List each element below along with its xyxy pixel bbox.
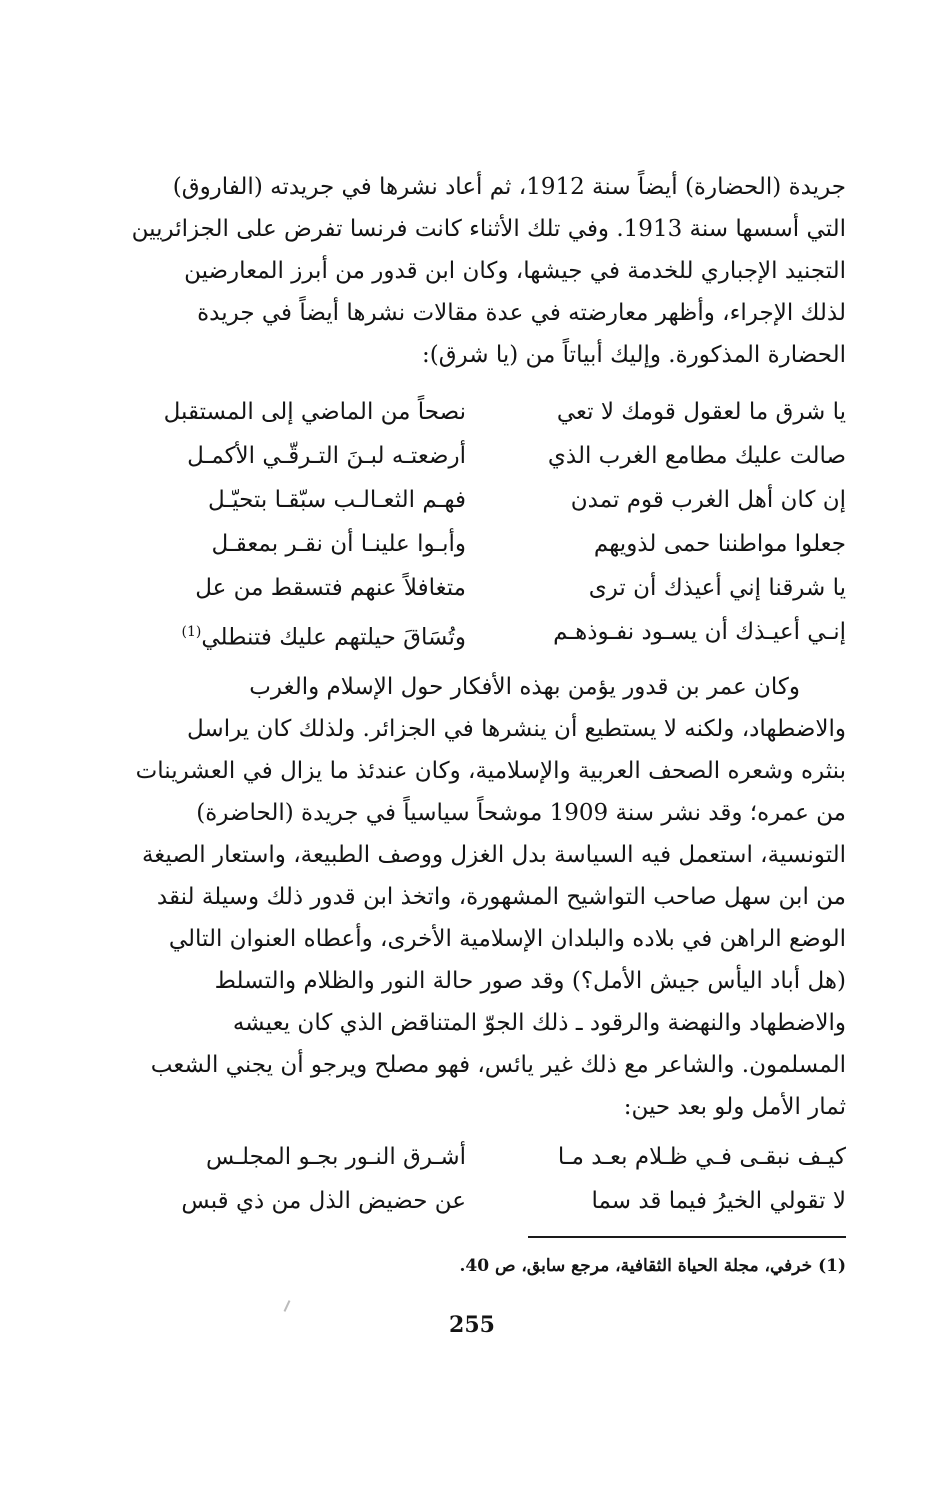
verse [98, 566, 846, 610]
verse [98, 610, 846, 654]
verse [98, 390, 846, 434]
paragraph-1 [98, 166, 846, 376]
text-line: التي أسسها سنة 1913. وفي تلك الأثناء كانت فرنسا تفرض على الجزائريين [131, 216, 846, 242]
footnote: (1) خرفي، مجلة الحياة الثقافية، مرجع سابق، ص 40. [459, 1256, 846, 1276]
verse-second-hemistich [98, 610, 466, 654]
page-number: 255 [449, 1312, 495, 1338]
verse-first-hemistich: إن كان أهل الغرب قوم تمدن [570, 487, 846, 513]
text-line: ثمار الأمل ولو بعد حين: [623, 1094, 846, 1120]
text-line: بنثره وشعره الصحف العربية والإسلامية، وكان عندئذ ما يزال في العشرينات [135, 758, 846, 784]
poem-1 [98, 390, 846, 654]
verse-second-hemistich: نصحاً من الماضي إلى المستقبل [163, 399, 466, 425]
verse-first-hemistich: إنـي أعيـذك أن يسـود نفـوذهـم [553, 619, 846, 645]
verse-first-hemistich: جعلوا مواطننا حمى لذويهم [593, 531, 846, 557]
text-line: الحضارة المذكورة. وإليك أبياتاً من (يا شرق): [421, 342, 846, 368]
verse-first-hemistich: صالت عليك مطامع الغرب الذي [547, 443, 846, 469]
verse [98, 434, 846, 478]
scan-mark [284, 1300, 291, 1312]
text-line: المسلمون. والشاعر مع ذلك غير يائس، فهو مصلح ويرجو أن يجني الشعب [150, 1052, 846, 1078]
verse [98, 1135, 846, 1179]
text-line: لذلك الإجراء، وأظهر معارضته في عدة مقالات نشرها أيضاً في جريدة [197, 300, 846, 326]
poem-2 [98, 1135, 846, 1223]
verse-first-hemistich: كيـف نبقـى فـي ظـلام بعـد مـا [557, 1144, 846, 1170]
text-line: الوضع الراهن في بلاده والبلدان الإسلامية الأخرى، وأعطاه العنوان التالي [168, 926, 846, 952]
text-line: (هل أباد اليأس جيش الأمل؟) وقد صور حالة النور والظلام والتسلط [214, 968, 846, 994]
verse-second-hemistich: أشـرق النـور بجـو المجلـس [205, 1144, 466, 1170]
verse [98, 1179, 846, 1223]
text-line: التونسية، استعمل فيه السياسة بدل الغزل ووصف الطبيعة، واستعار الصيغة [141, 842, 846, 868]
verse-second-hemistich: متغافلاً عنهم فتسقط من عل [195, 575, 466, 601]
text-line: من ابن سهل صاحب التواشيح المشهورة، واتخذ ابن قدور ذلك وسيلة لنقد [156, 884, 846, 910]
footnote-reference: (1) [181, 624, 202, 640]
verse [98, 478, 846, 522]
text-line: وكان عمر بن قدور يؤمن بهذه الأفكار حول الإسلام والغرب [249, 674, 800, 700]
verse-first-hemistich: لا تقولي الخيرُ فيما قد سما [591, 1188, 846, 1214]
verse-second-hemistich: وأبـوا علينـا أن نقـر بمعقـل [211, 531, 466, 557]
paragraph-2 [98, 666, 846, 1128]
text-line: التجنيد الإجباري للخدمة في جيشها، وكان ابن قدور من أبرز المعارضين [184, 258, 846, 284]
verse-second-hemistich: أرضعتـه لبـنَ التـرقّـي الأكمـل [187, 443, 466, 469]
verse-second-hemistich: فهـم الثعـالـب سبّقـا بتحيّـل [208, 487, 466, 513]
verse [98, 522, 846, 566]
verse-second-hemistich: عن حضيض الذل من ذي قبس [181, 1188, 466, 1214]
verse-text: وتُسَاقَ حيلتهم عليك فتنطلي [201, 624, 466, 651]
text-line: جريدة (الحضارة) أيضاً سنة 1912، ثم أعاد نشرها في جريدته (الفاروق) [172, 174, 846, 200]
footnote-separator [528, 1236, 846, 1238]
text-line: من عمره؛ وقد نشر سنة 1909 موشحاً سياسياً في جريدة (الحاضرة) [196, 800, 846, 826]
verse-first-hemistich: يا شرقنا إني أعيذك أن ترى [588, 575, 846, 601]
text-line: والاضطهاد والنهضة والرقود ـ ذلك الجوّ المتناقض الذي كان يعيشه [232, 1010, 846, 1036]
text-line: والاضطهاد، ولكنه لا يستطيع أن ينشرها في الجزائر. ولذلك كان يراسل [187, 716, 846, 742]
verse-first-hemistich: يا شرق ما لعقول قومك لا تعي [556, 399, 846, 425]
